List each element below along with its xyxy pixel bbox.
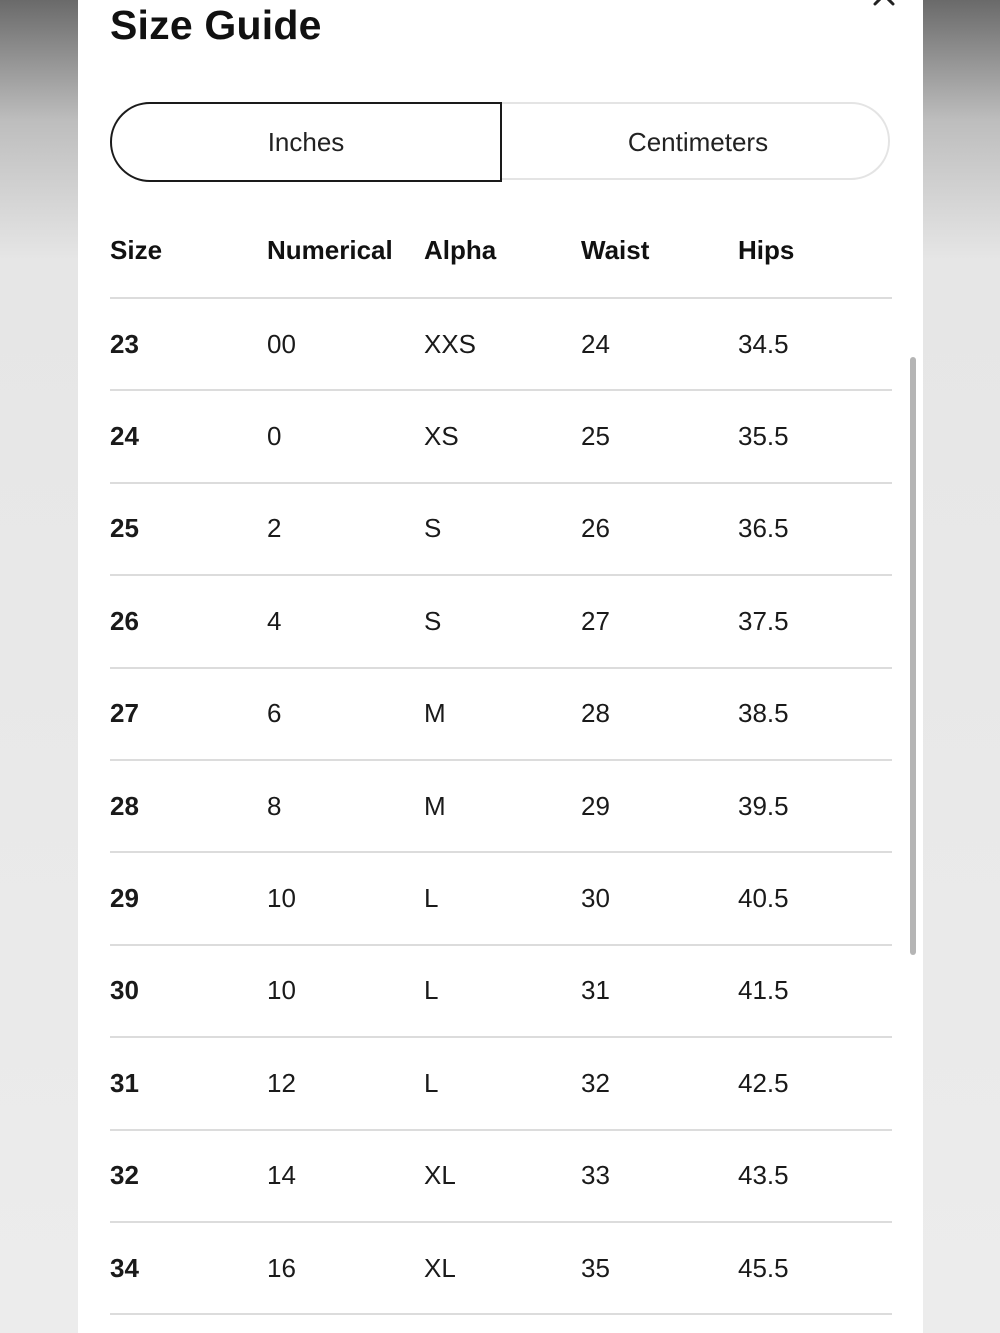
cell-alpha: L xyxy=(424,1067,439,1098)
cell-size: 34 xyxy=(110,1252,139,1283)
cell-size: 24 xyxy=(110,421,139,452)
cell-numerical: 10 xyxy=(267,975,296,1006)
inches-tab-label: Inches xyxy=(267,126,345,157)
cell-hips: 45.5 xyxy=(738,1252,789,1283)
centimeters-tab[interactable] xyxy=(502,102,894,182)
table-body xyxy=(110,299,892,1315)
header-waist: Waist xyxy=(581,235,650,265)
cell-waist: 32 xyxy=(581,1067,610,1098)
centimeters-tab-label: Centimeters xyxy=(627,126,769,157)
table-row xyxy=(110,1038,892,1130)
cell-waist: 35 xyxy=(581,1252,610,1283)
cell-hips: 37.5 xyxy=(738,605,789,636)
cell-size: 23 xyxy=(110,328,139,359)
cell-hips: 34.5 xyxy=(738,328,789,359)
size-table xyxy=(110,204,892,1315)
cell-alpha: S xyxy=(424,605,442,636)
cell-numerical: 12 xyxy=(267,1067,296,1098)
cell-numerical: 2 xyxy=(267,513,282,544)
cell-waist: 30 xyxy=(581,883,610,914)
cell-size: 25 xyxy=(110,513,139,544)
table-row xyxy=(110,761,892,853)
cell-numerical: 6 xyxy=(267,698,282,729)
table-row xyxy=(110,576,892,668)
cell-size: 28 xyxy=(110,790,139,821)
scrollbar[interactable] xyxy=(910,357,916,955)
inches-tab[interactable] xyxy=(110,102,502,182)
cell-waist: 29 xyxy=(581,790,610,821)
table-row xyxy=(110,1131,892,1223)
cell-waist: 24 xyxy=(581,328,610,359)
cell-hips: 41.5 xyxy=(738,975,789,1006)
cell-alpha: XXS xyxy=(424,328,477,359)
cell-size: 32 xyxy=(110,1160,139,1191)
table-row xyxy=(110,299,892,391)
cell-alpha: L xyxy=(424,975,439,1006)
cell-alpha: L xyxy=(424,883,439,914)
table-row xyxy=(110,391,892,483)
cell-hips: 43.5 xyxy=(738,1160,789,1191)
cell-size: 29 xyxy=(110,883,139,914)
cell-alpha: XL xyxy=(424,1252,456,1283)
cell-waist: 25 xyxy=(581,421,610,452)
header-alpha: Alpha xyxy=(424,235,497,265)
cell-alpha: M xyxy=(424,698,446,729)
table-row xyxy=(110,1223,892,1315)
cell-size: 30 xyxy=(110,975,139,1006)
cell-hips: 38.5 xyxy=(738,698,789,729)
cell-numerical: 16 xyxy=(267,1252,296,1283)
cell-hips: 39.5 xyxy=(738,790,789,821)
cell-alpha: XL xyxy=(424,1160,456,1191)
cell-waist: 33 xyxy=(581,1160,610,1191)
table-row xyxy=(110,946,892,1038)
cell-size: 27 xyxy=(110,698,139,729)
header-numerical: Numerical xyxy=(267,235,393,265)
table-row xyxy=(110,669,892,761)
table-header-row xyxy=(110,204,892,299)
cell-hips: 40.5 xyxy=(738,883,789,914)
cell-alpha: XS xyxy=(424,421,459,452)
cell-numerical: 14 xyxy=(267,1160,296,1191)
cell-waist: 26 xyxy=(581,513,610,544)
cell-waist: 28 xyxy=(581,698,610,729)
cell-numerical: 4 xyxy=(267,605,282,636)
cell-size: 26 xyxy=(110,605,139,636)
dialog-title: Size Guide xyxy=(110,2,322,48)
cell-numerical: 00 xyxy=(267,328,296,359)
cell-hips: 42.5 xyxy=(738,1067,789,1098)
cell-alpha: S xyxy=(424,513,442,544)
cell-hips: 35.5 xyxy=(738,421,789,452)
cell-hips: 36.5 xyxy=(738,513,789,544)
table-row xyxy=(110,484,892,576)
cell-numerical: 0 xyxy=(267,421,282,452)
cell-waist: 27 xyxy=(581,605,610,636)
close-icon[interactable] xyxy=(871,0,897,8)
header-size: Size xyxy=(110,235,163,265)
size-guide-dialog xyxy=(78,0,923,1333)
cell-alpha: M xyxy=(424,790,446,821)
cell-numerical: 10 xyxy=(267,883,296,914)
header-hips: Hips xyxy=(738,235,795,265)
unit-toggle xyxy=(110,102,890,180)
cell-waist: 31 xyxy=(581,975,610,1006)
cell-numerical: 8 xyxy=(267,790,282,821)
table-row xyxy=(110,853,892,945)
cell-size: 31 xyxy=(110,1067,139,1098)
